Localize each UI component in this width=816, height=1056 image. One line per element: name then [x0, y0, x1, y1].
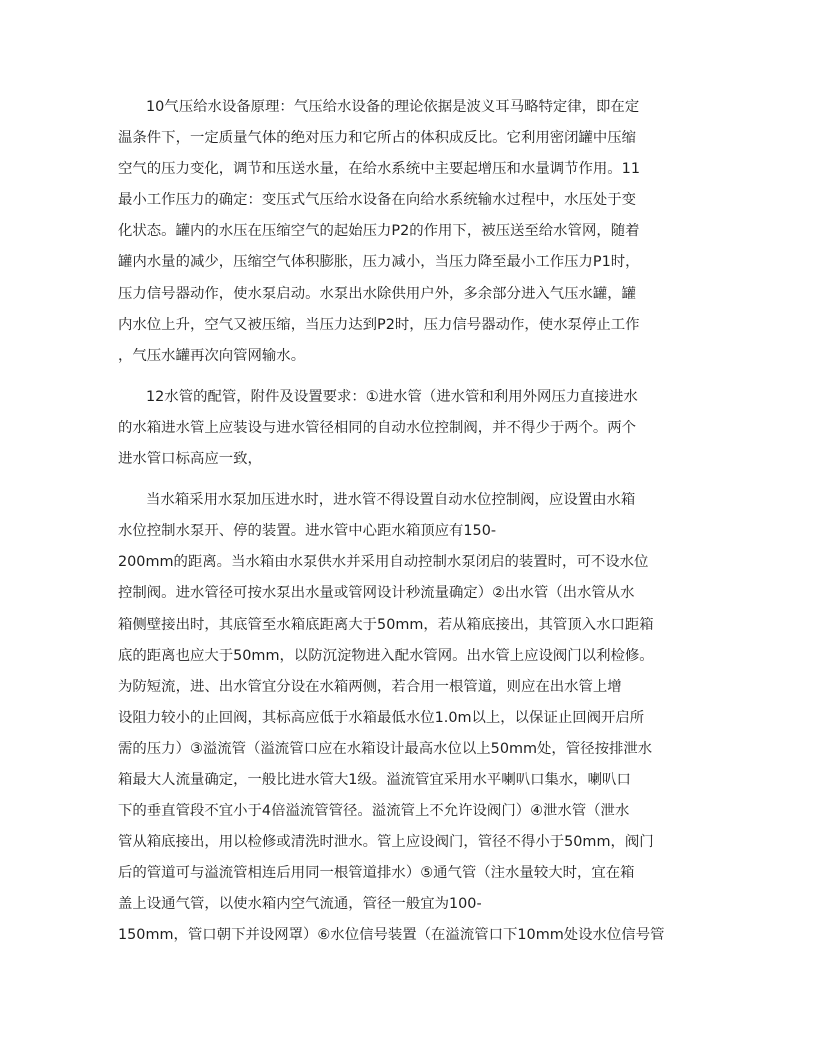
text-line: 设阻力较小的止回阀，其标高应低于水箱最低水位1.0m以上，以保证止回阀开启所: [118, 709, 645, 726]
text-line: 控制阀。进水管径可按水泵出水量或管网设计秒流量确定）②出水管（出水管从水: [118, 585, 635, 602]
text-line: 管从箱底接出，用以检修或清洗时泄水。管上应设阀门，管径不得小于50mm，阀门: [118, 834, 654, 851]
paragraph-pump-inlet: [118, 485, 696, 951]
text-line: 箱侧壁接出时，其底管至水箱底距离大于50mm，若从箱底接出，其管顶入水口距箱: [118, 616, 654, 633]
text-line: 空气的压力变化，调节和压送水量，在给水系统中主要起增压和水量调节作用。11: [118, 161, 640, 178]
text-line: 底的距离也应大于50mm，以防沉淀物进入配水管网。出水管上应设阀门以利检修。: [118, 647, 654, 664]
text-line: 12水管的配管，附件及设置要求：①进水管（进水管和利用外网压力直接进水: [146, 388, 638, 405]
text-line: 下的垂直管段不宜小于4倍溢流管管径。溢流管上不允许设阀门）④泄水管（泄水: [118, 803, 630, 820]
text-line: 后的管道可与溢流管相连后用同一根管道排水）⑤通气管（注水量较大时，宜在箱: [118, 865, 635, 882]
text-line: 内水位上升，空气又被压缩，当压力达到P2时，压力信号器动作，使水泵停止工作: [118, 316, 640, 333]
text-line: ，气压水罐再次向管网输水。: [118, 347, 306, 364]
text-line: 箱最大人流量确定，一般比进水管大1级。溢流管宜采用水平喇叭口集水，喇叭口: [118, 771, 631, 788]
text-line: 进水管口标高应一致，: [118, 451, 262, 468]
document-body: [118, 92, 696, 952]
text-line: 罐内水量的减少，压缩空气体积膨胀，压力减小，当压力降至最小工作压力P1时，: [118, 254, 640, 271]
text-line: 水位控制水泵开、停的装置。进水管中心距水箱顶应有150-: [118, 523, 497, 540]
text-line: 200mm的距离。当水箱由水泵供水并采用自动控制水泵闭启的装置时，可不设水位: [118, 554, 649, 571]
text-line: 10气压给水设备原理：气压给水设备的理论依据是波义耳马略特定律，即在定: [146, 99, 640, 115]
paragraph-pipe-fittings: [118, 382, 696, 475]
text-line: 最小工作压力的确定：变压式气压给水设备在向给水系统输水过程中，水压处于变: [118, 192, 637, 209]
paragraph-gap: [118, 475, 696, 485]
text-line: 需的压力）③溢流管（溢流管口应在水箱设计最高水位以上50mm处，管径按排泄水: [118, 740, 653, 757]
paragraph-pneumatic-water-supply: [118, 92, 696, 372]
text-line: 温条件下，一定质量气体的绝对压力和它所占的体积成反比。它利用密闭罐中压缩: [118, 130, 637, 147]
text-line: 的水箱进水管上应装设与进水管径相同的自动水位控制阀，并不得少于两个。两个: [118, 419, 637, 436]
text-line: 为防短流，进、出水管宜分设在水箱两侧，若合用一根管道，则应在出水管上增: [118, 678, 622, 695]
paragraph-gap: [118, 372, 696, 382]
text-line: 盖上设通气管，以使水箱内空气流通，管径一般宜为100-: [118, 896, 482, 913]
text-line: 150mm，管口朝下并设网罩）⑥水位信号装置（在溢流管口下10mm处设水位信号管: [118, 927, 665, 944]
text-line: 化状态。罐内的水压在压缩空气的起始压力P2的作用下，被压送至给水管网，随着: [118, 223, 640, 240]
text-line: 当水箱采用水泵加压进水时，进水管不得设置自动水位控制阀，应设置由水箱: [146, 492, 636, 509]
text-line: 压力信号器动作，使水泵启动。水泵出水除供用户外，多余部分进入气压水罐，罐: [118, 285, 637, 302]
